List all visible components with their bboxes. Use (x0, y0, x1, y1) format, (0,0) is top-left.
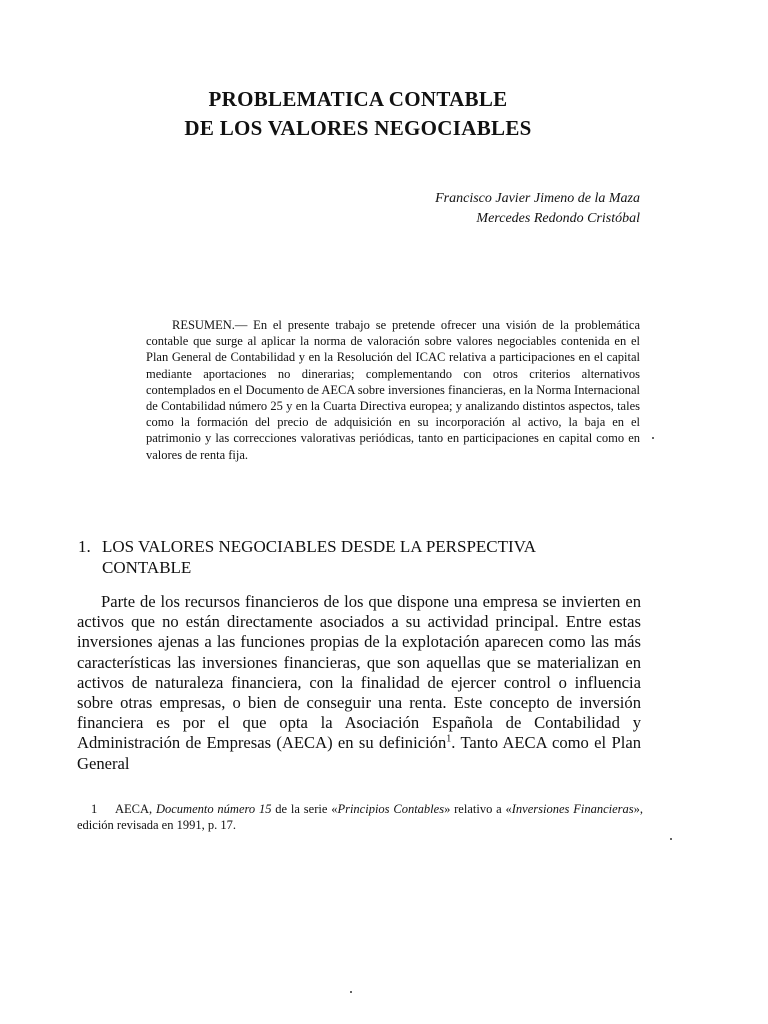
section-number: 1. (78, 537, 91, 556)
section-heading (78, 536, 638, 578)
body-text-continuation: . Tanto AECA como el Plan General (77, 733, 641, 773)
document-title-line-2: DE LOS VALORES NEGOCIABLES (184, 116, 532, 140)
footnote-subject: Inversiones Financieras (511, 802, 634, 816)
body-text-main: Parte de los recursos financieros de los que dispone una empresa se invierten en activos que no están directamente asociados a su actividad principal. Entre estas inversiones ajenas a las funciones propias de la explotación aparecen como las más características las inversiones financieras, que son aquellas que se materializan en activos de naturaleza financiera, con la finalidad de ejercer control o influencia sobre otras empresas, o bien de conseguir una renta. Este concepto de inversión financiera es por el que opta la Asociación Española de Contabilidad y Administración de Empresas (AECA) en su definición (77, 592, 641, 753)
authors-block (435, 189, 640, 229)
footnote-text-4: », edición revisada en 1991, p. 17. (77, 802, 643, 832)
footnote-doc-title: Documento número 15 (155, 802, 272, 816)
body-paragraph (77, 592, 641, 774)
section-heading-line-2: CONTABLE (102, 558, 192, 577)
footnote-text-3: » relativo a « (444, 802, 512, 816)
section-heading-line-1: LOS VALORES NEGOCIABLES DESDE LA PERSPECTIVA (102, 537, 537, 556)
author-1: Francisco Javier Jimeno de la Maza (435, 191, 640, 206)
abstract (146, 317, 640, 463)
footnote-number: 1 (91, 802, 98, 816)
abstract-text: RESUMEN.— En el presente trabajo se pretende ofrecer una visión de la problemática contable que surge al aplicar la norma de valoración sobre valores negociables contenida en el Plan General de Contabilidad y en la Resolución del ICAC relativa a participaciones en el capital mediante aportaciones no dinerarias; complementando con otros criterios alternativos contemplados en el Documento de AECA sobre inversiones financieras, en la Norma Internacional de Contabilidad número 25 y en la Cuarta Directiva europea; y analizando distintos aspectos, tales como la formación del precio de adquisición en su incorporación al activo, la baja en el patrimonio y las correcciones valorativas periódicas, tanto en participaciones en capital como en valores de renta fija. (146, 318, 640, 462)
author-2: Mercedes Redondo Cristóbal (476, 211, 640, 226)
footnote-text-2: de la serie « (271, 802, 338, 816)
document-title-line-1: PROBLEMATICA CONTABLE (208, 87, 508, 111)
scan-speck (652, 437, 654, 439)
footnote-reference[interactable]: 1 (446, 733, 452, 745)
scan-speck (350, 991, 352, 993)
footnote-series: Principios Contables (337, 802, 445, 816)
footnote (77, 801, 643, 833)
scan-speck (670, 838, 672, 840)
footnote-text-1: AECA, (115, 802, 156, 816)
